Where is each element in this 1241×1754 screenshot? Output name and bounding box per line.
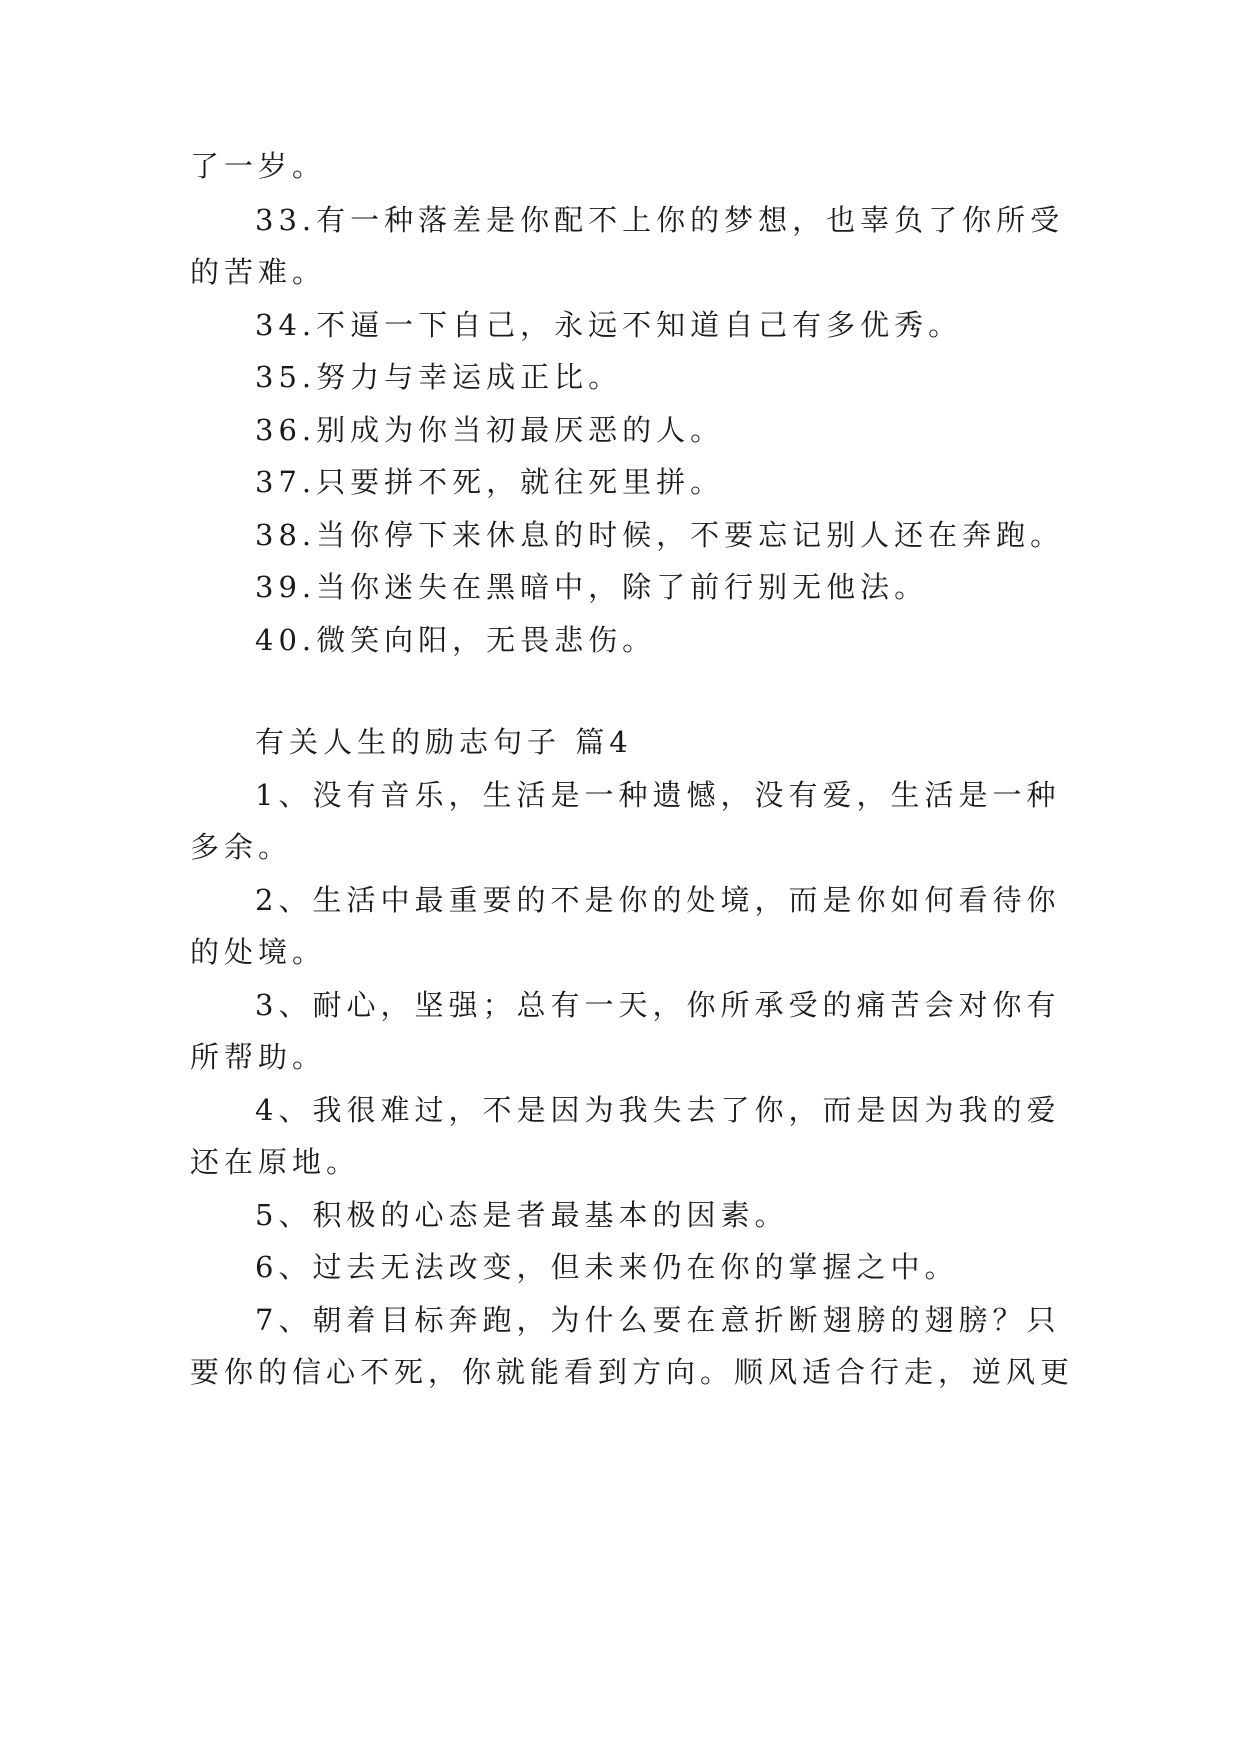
text-line: 3、耐心，坚强；总有一天，你所承受的痛苦会对你有 [255, 988, 1061, 1022]
text-line: 的处境。 [190, 935, 327, 969]
text-line: 33.有一种落差是你配不上你的梦想，也辜负了你所受 [255, 203, 1065, 237]
text-line: 38.当你停下来休息的时候，不要忘记别人还在奔跑。 [255, 518, 1065, 552]
text-line: 的苦难。 [190, 255, 327, 289]
text-line: 4、我很难过，不是因为我失去了你，而是因为我的爱 [255, 1093, 1061, 1127]
text-line: 了一岁。 [190, 149, 327, 183]
text-line: 36.别成为你当初最厌恶的人。 [255, 413, 725, 447]
text-line: 35.努力与幸运成正比。 [255, 360, 623, 394]
text-line: 7、朝着目标奔跑，为什么要在意折断翅膀的翅膀？只 [255, 1303, 1061, 1337]
text-line: 34.不逼一下自己，永远不知道自己有多优秀。 [255, 308, 963, 342]
section-heading: 有关人生的励志句子 篇4 [255, 725, 633, 759]
text-line: 多余。 [190, 830, 293, 864]
text-line: 40.微笑向阳，无畏悲伤。 [255, 623, 657, 657]
text-line: 还在原地。 [190, 1145, 361, 1179]
text-line: 39.当你迷失在黑暗中，除了前行别无他法。 [255, 570, 929, 604]
text-line: 6、过去无法改变，但未来仍在你的掌握之中。 [255, 1250, 959, 1284]
text-line: 5、积极的心态是者最基本的因素。 [255, 1198, 789, 1232]
text-line: 1、没有音乐，生活是一种遗憾，没有爱，生活是一种 [255, 778, 1061, 812]
text-line: 2、生活中最重要的不是你的处境，而是你如何看待你 [255, 883, 1061, 917]
text-line: 所帮助。 [190, 1040, 327, 1074]
text-line: 要你的信心不死，你就能看到方向。顺风适合行走，逆风更 [190, 1355, 1075, 1389]
text-line: 37.只要拼不死，就往死里拼。 [255, 465, 725, 499]
